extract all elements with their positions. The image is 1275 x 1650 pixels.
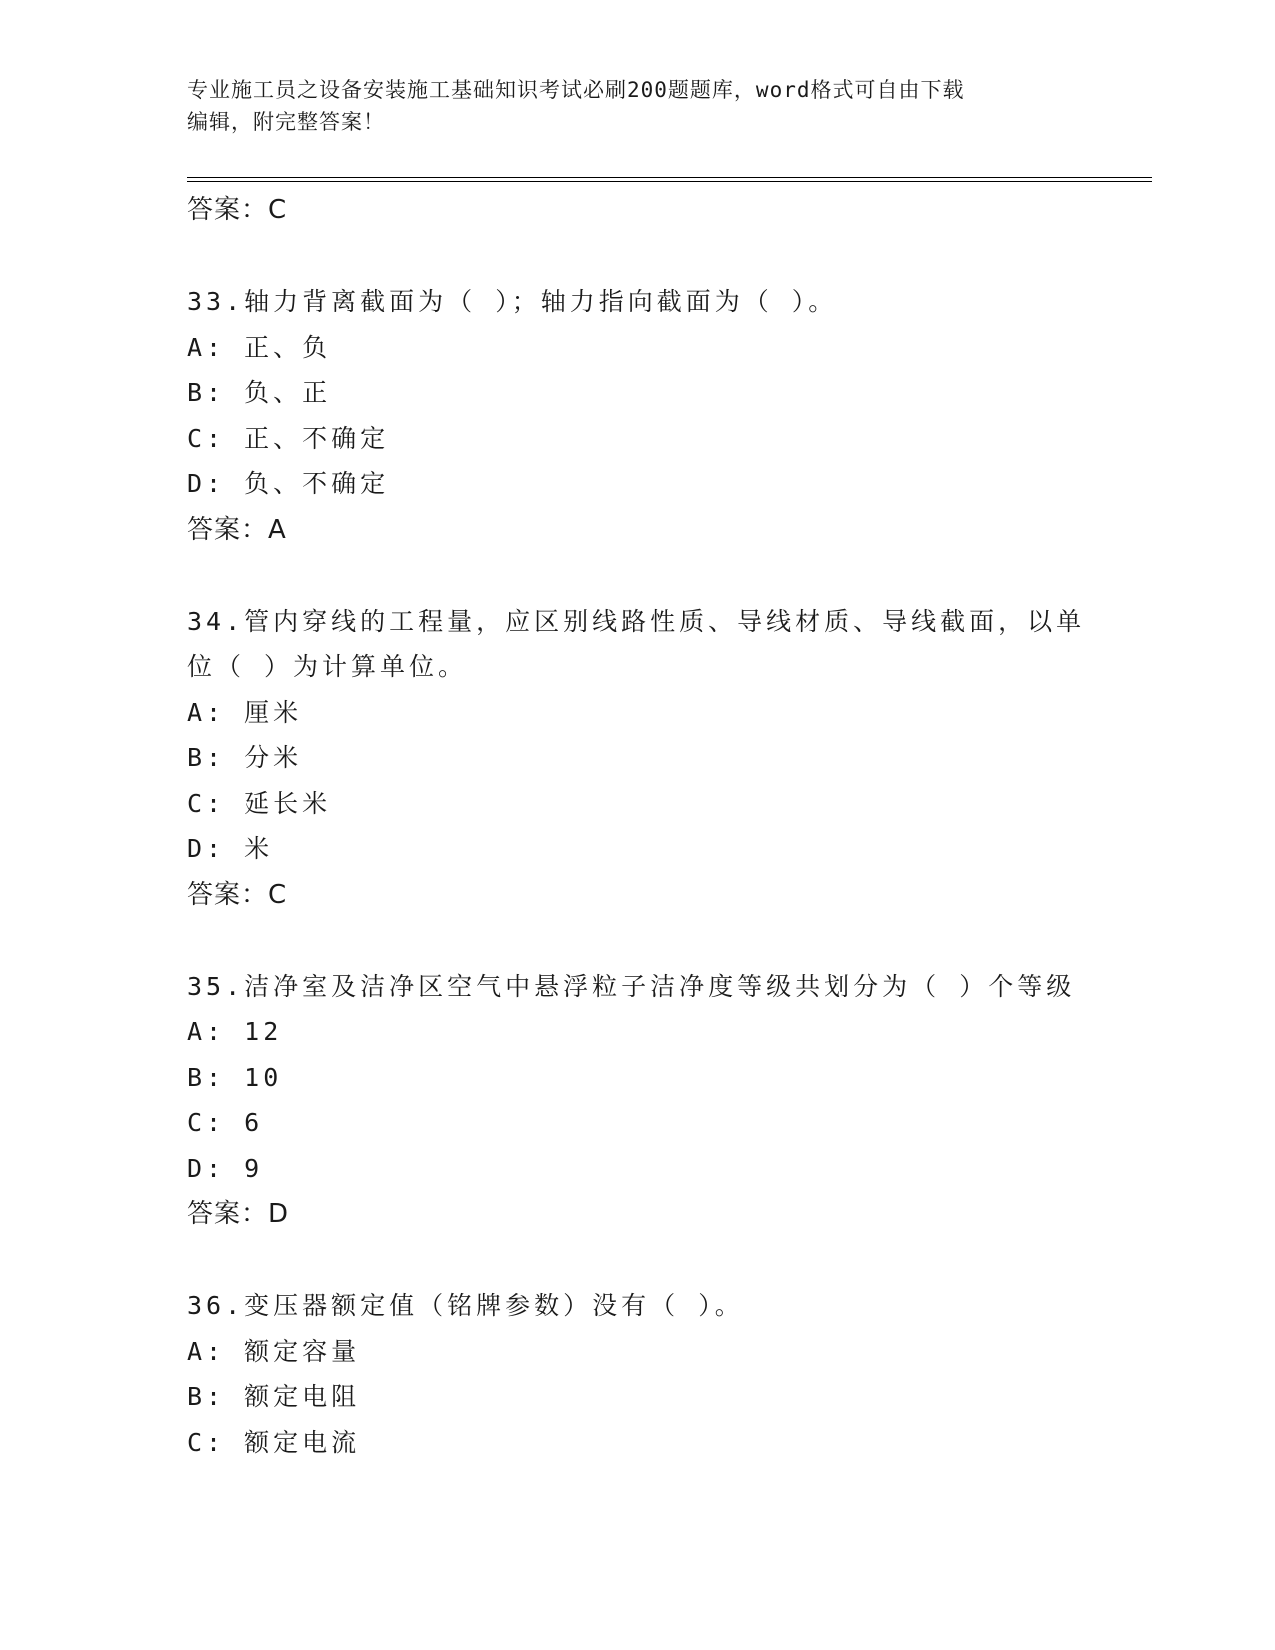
answer: 答案：A (187, 514, 287, 545)
question-text: 33.轴力背离截面为（ ）；轴力指向截面为（ ）。 (187, 287, 838, 316)
option-c: C: 额定电流 (187, 1427, 361, 1457)
option-b: B: 额定电阻 (187, 1382, 361, 1411)
option-d: D: 米 (187, 834, 274, 863)
spacer (187, 553, 1087, 599)
option-c: C: 延长米 (187, 788, 332, 818)
document-header (187, 74, 1067, 138)
answer: 答案：D (187, 1199, 290, 1229)
question-text-continued: 位（ ）为计算单位。 (187, 652, 468, 681)
question-33 (187, 279, 1087, 553)
question-text: 36.变压器额定值（铭牌参数）没有（ ）。 (187, 1291, 744, 1320)
answer-32: 答案：C (187, 195, 288, 225)
option-a: A: 12 (187, 1017, 283, 1046)
header-divider (187, 177, 1152, 182)
option-a: A: 厘米 (187, 697, 303, 727)
option-c: C: 正、不确定 (187, 423, 390, 453)
question-list (187, 187, 1087, 1465)
option-b: B: 负、正 (187, 378, 332, 407)
option-a: A: 正、负 (187, 332, 332, 362)
option-d: D: 9 (187, 1153, 264, 1183)
spacer (187, 1237, 1087, 1283)
question-35 (187, 964, 1087, 1238)
option-c: C: 6 (187, 1108, 264, 1137)
option-d: D: 负、不确定 (187, 469, 390, 498)
answer: 答案：C (187, 879, 288, 910)
question-text: 35.洁净室及洁净区空气中悬浮粒子洁净度等级共划分为（ ）个等级 (187, 971, 1076, 1001)
spacer (187, 233, 1087, 279)
question-text: 34.管内穿线的工程量，应区别线路性质、导线材质、导线截面，以单 (187, 606, 1086, 636)
header-line-2: 编辑，附完整答案！ (187, 110, 385, 134)
header-line-1: 专业施工员之设备安装施工基础知识考试必刷200题题库，word格式可自由下载 (187, 78, 965, 102)
option-a: A: 额定容量 (187, 1336, 361, 1366)
question-34 (187, 599, 1087, 918)
spacer (187, 918, 1087, 964)
option-b: B: 10 (187, 1062, 283, 1092)
question-36 (187, 1283, 1087, 1465)
option-b: B: 分米 (187, 743, 303, 772)
